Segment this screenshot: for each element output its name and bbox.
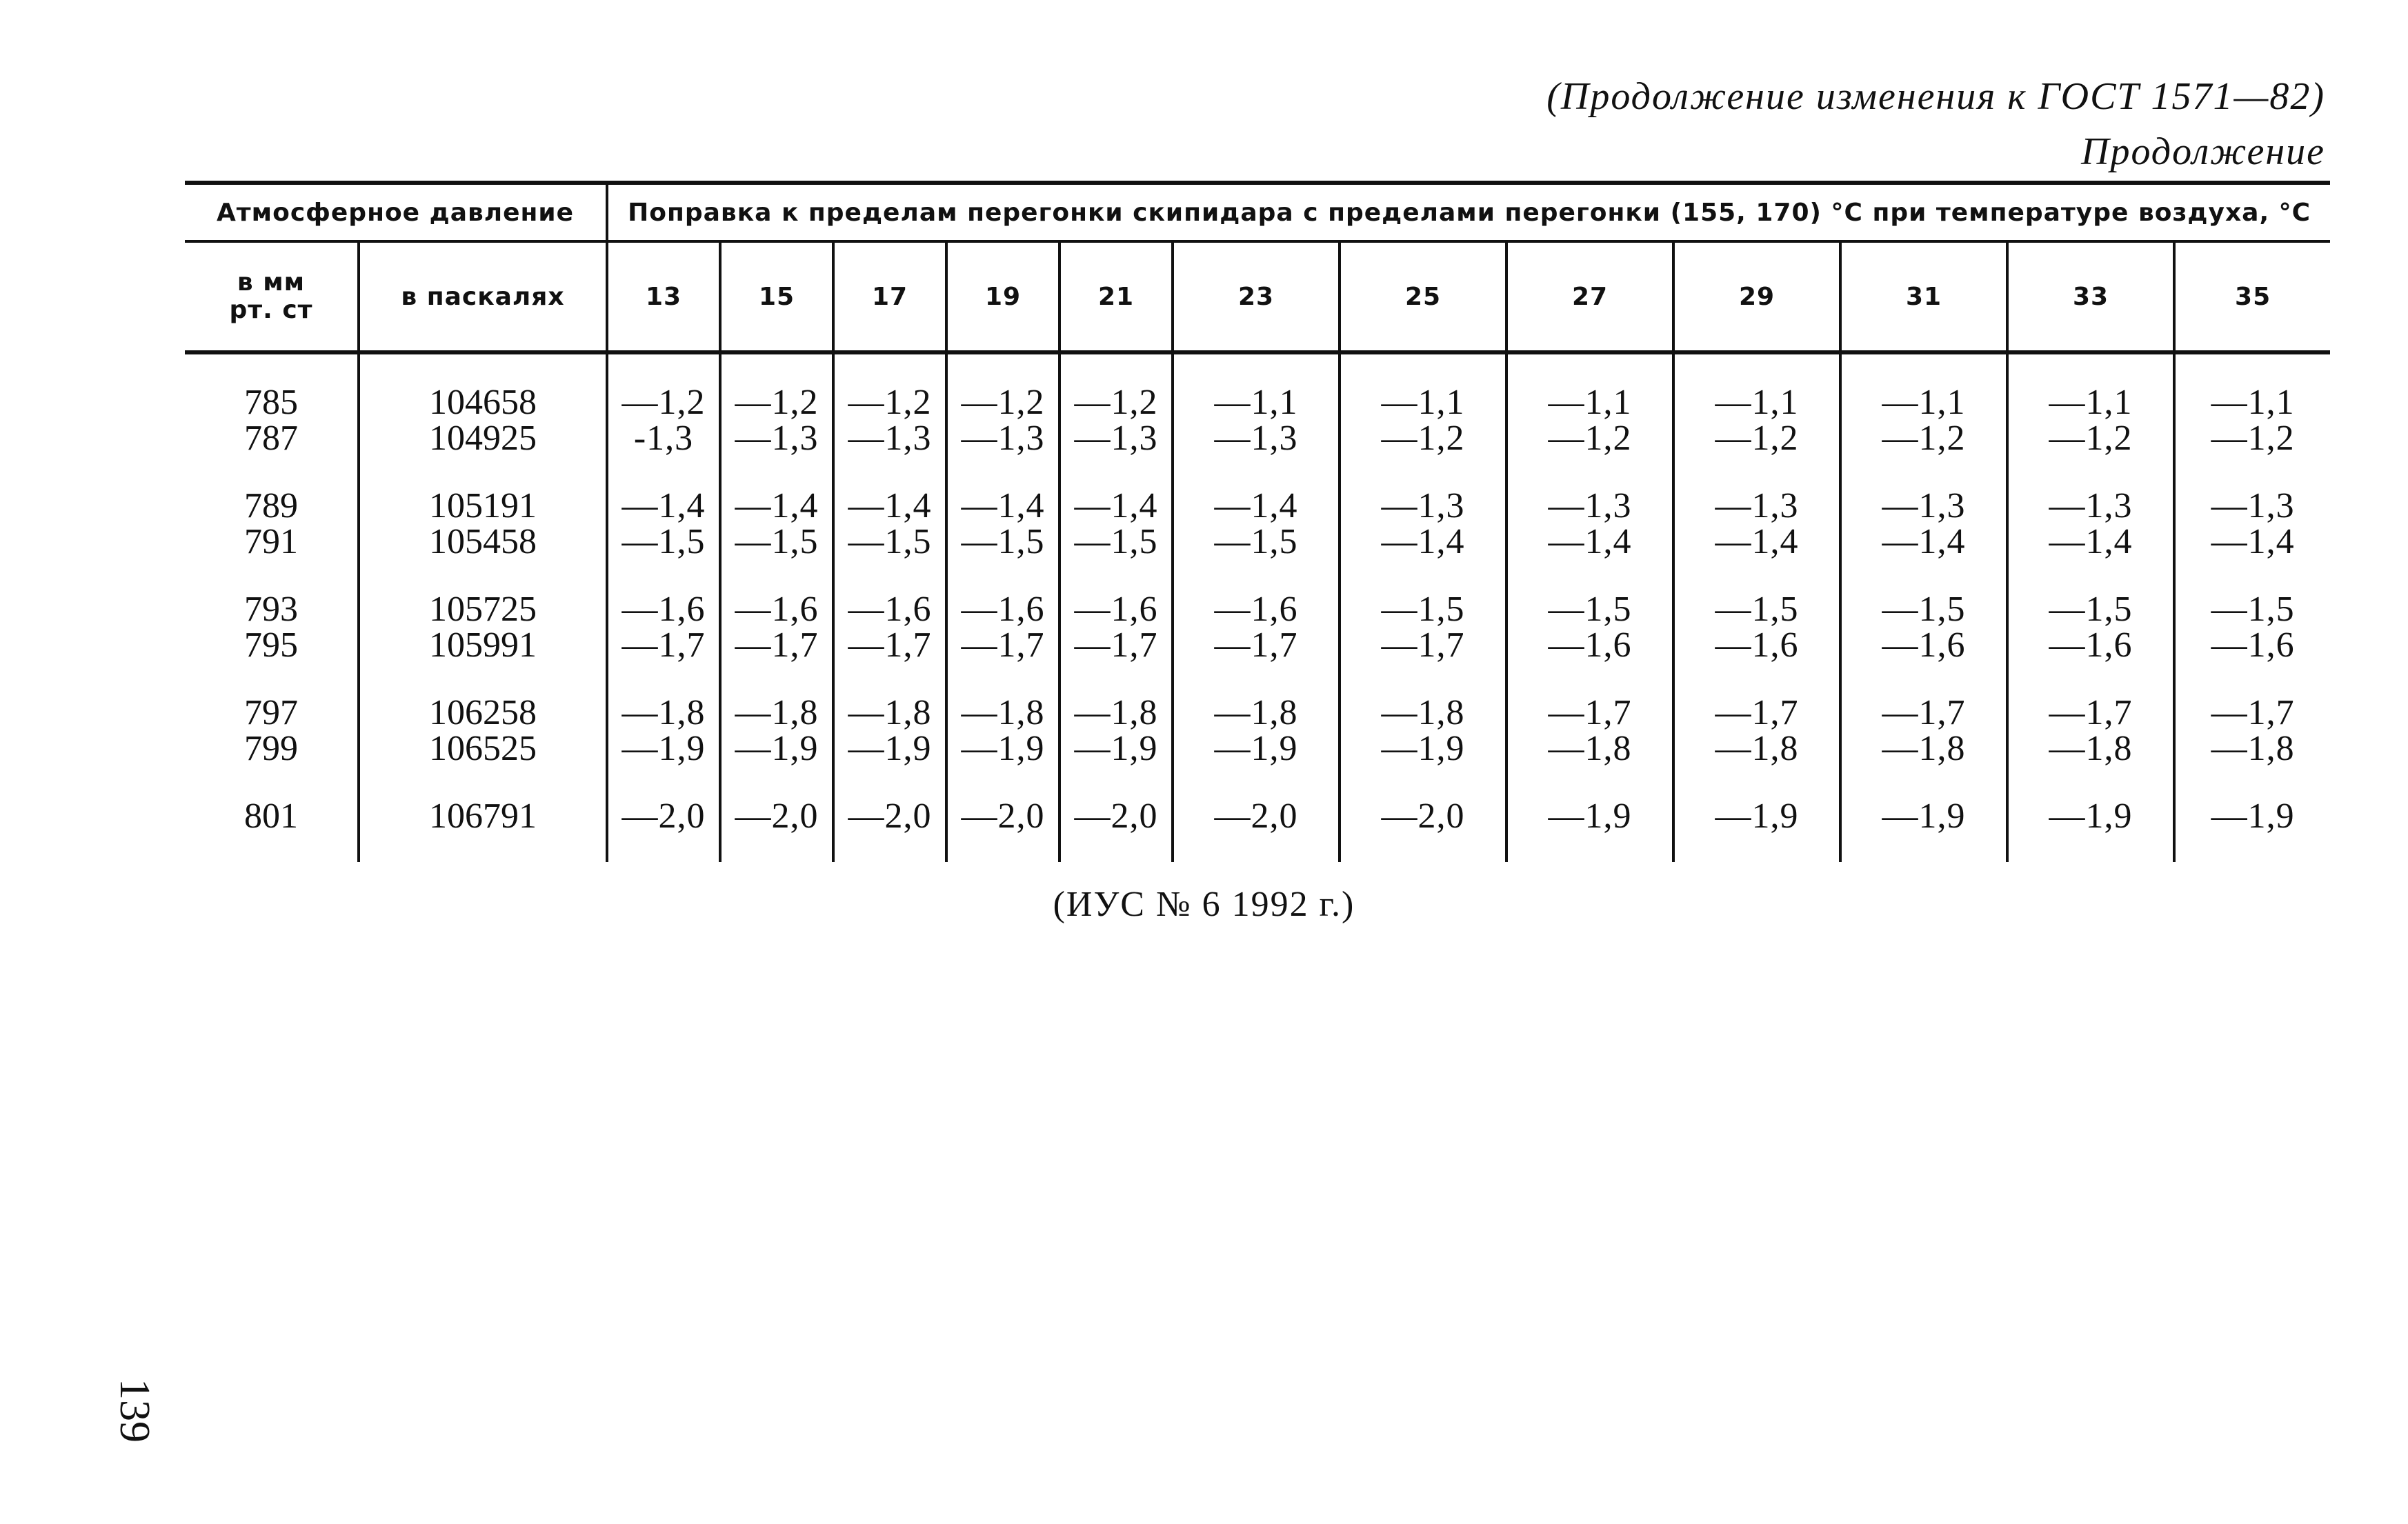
pressure-mm-cell: 795 <box>244 625 298 665</box>
pressure-pa-cell: 104658 <box>359 385 607 421</box>
correction-value-cell: —1,9 <box>720 731 833 767</box>
correction-value-cell: —1,3 <box>1340 488 1506 524</box>
spacer-cell <box>2174 834 2330 862</box>
correction-value-cell: —1,7 <box>1840 695 2007 731</box>
spacer-cell <box>833 352 946 385</box>
correction-value-cell: —1,9 <box>2174 799 2330 834</box>
correction-value-cell: —1,4 <box>720 488 833 524</box>
pressure-mm-cell: 797 <box>244 693 298 732</box>
table-row <box>185 799 2330 834</box>
spacer-cell <box>1340 560 1506 592</box>
spacer-cell <box>359 560 607 592</box>
correction-value-cell: —1,5 <box>720 524 833 560</box>
spacer-cell <box>607 352 720 385</box>
header-mm-hg <box>185 241 359 352</box>
correction-value-cell: —1,4 <box>2007 524 2174 560</box>
table-row <box>185 385 2330 421</box>
correction-value-cell: —1,7 <box>1673 695 1840 731</box>
correction-value-cell: —1,9 <box>1340 731 1506 767</box>
spacer-cell <box>359 663 607 695</box>
header-pascals: в паскалях <box>359 241 607 352</box>
table-continuation-label: Продолжение <box>2081 130 2325 173</box>
spacer-cell <box>185 663 359 695</box>
spacer-cell <box>607 767 720 799</box>
table-body <box>185 352 2330 862</box>
correction-value-cell: —1,9 <box>607 731 720 767</box>
header-temperature: 23 <box>1173 241 1340 352</box>
correction-value-cell: —1,7 <box>607 628 720 663</box>
spacer-cell <box>359 352 607 385</box>
correction-value-cell: —2,0 <box>946 799 1059 834</box>
table-row <box>185 524 2330 560</box>
correction-value-cell: —1,1 <box>2007 385 2174 421</box>
correction-value-cell: —1,4 <box>1840 524 2007 560</box>
correction-value-cell: —1,8 <box>946 695 1059 731</box>
correction-value-cell: —1,3 <box>1059 421 1173 457</box>
header-temperature: 27 <box>1506 241 1673 352</box>
spacer-cell <box>1673 457 1840 488</box>
correction-value-cell: —1,7 <box>2174 695 2330 731</box>
correction-value-cell: —1,5 <box>1840 592 2007 628</box>
footnote-ius: (ИУС № 6 1992 г.) <box>1053 885 1355 924</box>
spacer-cell <box>720 834 833 862</box>
pressure-pa-cell: 105725 <box>359 592 607 628</box>
spacer-cell <box>2007 352 2174 385</box>
spacer-cell <box>946 834 1059 862</box>
correction-value-cell: —1,7 <box>833 628 946 663</box>
correction-value-cell: —1,5 <box>1059 524 1173 560</box>
correction-value-cell: —1,3 <box>2174 488 2330 524</box>
spacer-cell <box>1340 767 1506 799</box>
spacer-cell <box>1673 560 1840 592</box>
correction-value-cell: —1,9 <box>1840 799 2007 834</box>
correction-value-cell: —1,8 <box>607 695 720 731</box>
spacer-cell <box>185 767 359 799</box>
correction-value-cell: —1,6 <box>2174 628 2330 663</box>
spacer-cell <box>1673 834 1840 862</box>
spacer-cell <box>2007 834 2174 862</box>
correction-value-cell: —1,2 <box>1840 421 2007 457</box>
spacer-cell <box>1173 663 1340 695</box>
correction-value-cell: —1,3 <box>946 421 1059 457</box>
correction-value-cell: —1,8 <box>2007 731 2174 767</box>
spacer-cell <box>1173 767 1340 799</box>
correction-value-cell: —1,9 <box>833 731 946 767</box>
header-temperature: 19 <box>946 241 1059 352</box>
correction-value-cell: —1,7 <box>1173 628 1340 663</box>
correction-value-cell: —1,2 <box>1340 421 1506 457</box>
spacer-cell <box>1340 834 1506 862</box>
correction-value-cell: —1,8 <box>1840 731 2007 767</box>
correction-value-cell: —1,1 <box>1506 385 1673 421</box>
table-row <box>185 488 2330 524</box>
correction-value-cell: —2,0 <box>1059 799 1173 834</box>
header-temperature: 33 <box>2007 241 2174 352</box>
spacer-cell <box>607 663 720 695</box>
spacer-cell <box>720 767 833 799</box>
correction-value-cell: —1,2 <box>833 385 946 421</box>
header-temperature: 25 <box>1340 241 1506 352</box>
spacer-cell <box>1840 560 2007 592</box>
spacer-cell <box>946 560 1059 592</box>
correction-value-cell: —1,6 <box>1840 628 2007 663</box>
pressure-mm-cell: 799 <box>244 729 298 768</box>
spacer-cell <box>946 457 1059 488</box>
table-row <box>185 421 2330 457</box>
spacer-cell <box>1173 560 1340 592</box>
table-spacer-row <box>185 834 2330 862</box>
correction-value-cell: —1,6 <box>833 592 946 628</box>
spacer-cell <box>1340 663 1506 695</box>
pressure-mm-cell: 791 <box>244 522 298 561</box>
correction-value-cell: —1,3 <box>720 421 833 457</box>
spacer-cell <box>720 560 833 592</box>
spacer-cell <box>1506 560 1673 592</box>
correction-value-cell: —1,3 <box>2007 488 2174 524</box>
spacer-cell <box>1673 767 1840 799</box>
correction-value-cell: —2,0 <box>607 799 720 834</box>
correction-value-cell: —1,2 <box>2174 421 2330 457</box>
pressure-mm-cell: 793 <box>244 590 298 629</box>
spacer-cell <box>2174 767 2330 799</box>
correction-value-cell: —1,5 <box>607 524 720 560</box>
correction-value-cell: —1,4 <box>1059 488 1173 524</box>
pressure-pa-cell: 105458 <box>359 524 607 560</box>
header-temperature: 31 <box>1840 241 2007 352</box>
correction-value-cell: —1,5 <box>1340 592 1506 628</box>
correction-value-cell: —2,0 <box>833 799 946 834</box>
correction-value-cell: —1,3 <box>833 421 946 457</box>
spacer-cell <box>359 457 607 488</box>
correction-value-cell: —1,7 <box>2007 695 2174 731</box>
spacer-cell <box>1506 663 1673 695</box>
correction-value-cell: —1,8 <box>720 695 833 731</box>
pressure-pa-cell: 106791 <box>359 799 607 834</box>
correction-value-cell: —1,4 <box>946 488 1059 524</box>
table-header-row-groups <box>185 183 2330 241</box>
spacer-cell <box>1506 767 1673 799</box>
spacer-cell <box>1840 767 2007 799</box>
pressure-pa-cell: 105991 <box>359 628 607 663</box>
correction-value-cell: —1,6 <box>1506 628 1673 663</box>
correction-value-cell: —1,5 <box>1506 592 1673 628</box>
correction-value-cell: —1,5 <box>1173 524 1340 560</box>
spacer-cell <box>1840 663 2007 695</box>
spacer-cell <box>1673 352 1840 385</box>
correction-value-cell: —1,8 <box>2174 731 2330 767</box>
header-temperature: 17 <box>833 241 946 352</box>
amendment-continuation-heading: (Продолжение изменения к ГОСТ 1571—82) <box>1546 75 2325 118</box>
spacer-cell <box>1059 663 1173 695</box>
spacer-cell <box>607 834 720 862</box>
spacer-cell <box>2007 663 2174 695</box>
spacer-cell <box>2007 767 2174 799</box>
spacer-cell <box>946 663 1059 695</box>
header-temperature: 15 <box>720 241 833 352</box>
correction-value-cell: —1,1 <box>1673 385 1840 421</box>
correction-value-cell: —1,7 <box>1059 628 1173 663</box>
header-temperature: 13 <box>607 241 720 352</box>
table-header-row-columns <box>185 241 2330 352</box>
pressure-mm-cell: 787 <box>244 419 298 458</box>
correction-value-cell: -1,3 <box>607 421 720 457</box>
spacer-cell <box>833 767 946 799</box>
correction-value-cell: —1,9 <box>1673 799 1840 834</box>
correction-value-cell: —1,5 <box>2174 592 2330 628</box>
spacer-cell <box>720 352 833 385</box>
pressure-pa-cell: 106525 <box>359 731 607 767</box>
correction-value-cell: —1,5 <box>2007 592 2174 628</box>
correction-value-cell: —1,3 <box>1173 421 1340 457</box>
correction-value-cell: —1,9 <box>1059 731 1173 767</box>
correction-value-cell: —1,7 <box>946 628 1059 663</box>
table-spacer-row <box>185 663 2330 695</box>
correction-value-cell: —1,9 <box>1506 799 1673 834</box>
correction-value-cell: —1,1 <box>2174 385 2330 421</box>
correction-value-cell: —1,1 <box>1340 385 1506 421</box>
pressure-pa-cell: 104925 <box>359 421 607 457</box>
spacer-cell <box>607 457 720 488</box>
table-row <box>185 628 2330 663</box>
pressure-pa-cell: 105191 <box>359 488 607 524</box>
spacer-cell <box>1340 352 1506 385</box>
spacer-cell <box>833 834 946 862</box>
correction-value-cell: —1,6 <box>1173 592 1340 628</box>
spacer-cell <box>1673 663 1840 695</box>
pressure-mm-cell: 789 <box>244 486 298 525</box>
correction-value-cell: —1,7 <box>720 628 833 663</box>
header-mm-hg-line1: в мм <box>237 268 306 297</box>
spacer-cell <box>2174 663 2330 695</box>
pressure-mm-cell: 785 <box>244 383 298 422</box>
spacer-cell <box>833 560 946 592</box>
correction-value-cell: —1,6 <box>1059 592 1173 628</box>
spacer-cell <box>720 457 833 488</box>
correction-value-cell: —1,9 <box>2007 799 2174 834</box>
spacer-cell <box>607 560 720 592</box>
spacer-cell <box>1506 352 1673 385</box>
correction-value-cell: —1,5 <box>946 524 1059 560</box>
spacer-cell <box>2174 457 2330 488</box>
correction-value-cell: —1,4 <box>1673 524 1840 560</box>
spacer-cell <box>1840 834 2007 862</box>
spacer-cell <box>185 457 359 488</box>
pressure-pa-cell: 106258 <box>359 695 607 731</box>
correction-value-cell: —1,9 <box>1173 731 1340 767</box>
header-temperature: 21 <box>1059 241 1173 352</box>
spacer-cell <box>359 767 607 799</box>
spacer-cell <box>2174 560 2330 592</box>
spacer-cell <box>2007 457 2174 488</box>
correction-value-cell: —1,4 <box>1173 488 1340 524</box>
spacer-cell <box>1840 457 2007 488</box>
correction-value-cell: —1,7 <box>1506 695 1673 731</box>
correction-value-cell: —1,2 <box>607 385 720 421</box>
table-spacer-row <box>185 560 2330 592</box>
spacer-cell <box>833 663 946 695</box>
spacer-cell <box>1059 352 1173 385</box>
correction-value-cell: —1,9 <box>946 731 1059 767</box>
table-spacer-row <box>185 352 2330 385</box>
correction-value-cell: —1,3 <box>1506 488 1673 524</box>
spacer-cell <box>946 352 1059 385</box>
correction-value-cell: —1,8 <box>1059 695 1173 731</box>
header-temperature: 29 <box>1673 241 1840 352</box>
spacer-cell <box>720 663 833 695</box>
header-temperature: 35 <box>2174 241 2330 352</box>
correction-value-cell: —1,8 <box>1173 695 1340 731</box>
correction-value-cell: —1,5 <box>1673 592 1840 628</box>
correction-value-cell: —2,0 <box>1173 799 1340 834</box>
correction-table <box>185 181 2330 862</box>
header-atmospheric-pressure: Атмосферное давление <box>185 183 607 241</box>
spacer-cell <box>1059 560 1173 592</box>
correction-value-cell: —1,5 <box>833 524 946 560</box>
header-distillation-correction: Поправка к пределам перегонки скипидара с пределами перегонки (155, 170) °С при температуре воздуха, °С <box>607 183 2330 241</box>
table-row <box>185 695 2330 731</box>
table-row <box>185 592 2330 628</box>
correction-value-cell: —1,1 <box>1840 385 2007 421</box>
pressure-mm-cell: 801 <box>244 796 298 836</box>
correction-value-cell: —1,2 <box>1506 421 1673 457</box>
header-mm-hg-line2: рт. ст <box>229 296 313 324</box>
spacer-cell <box>1173 834 1340 862</box>
spacer-cell <box>1840 352 2007 385</box>
spacer-cell <box>2007 560 2174 592</box>
correction-value-cell: —1,3 <box>1673 488 1840 524</box>
spacer-cell <box>1173 457 1340 488</box>
correction-value-cell: —1,6 <box>720 592 833 628</box>
correction-value-cell: —1,2 <box>946 385 1059 421</box>
spacer-cell <box>1506 457 1673 488</box>
correction-value-cell: —2,0 <box>720 799 833 834</box>
correction-value-cell: —1,2 <box>720 385 833 421</box>
correction-value-cell: —1,1 <box>1173 385 1340 421</box>
spacer-cell <box>1506 834 1673 862</box>
correction-value-cell: —1,6 <box>946 592 1059 628</box>
spacer-cell <box>1059 767 1173 799</box>
correction-value-cell: —1,8 <box>833 695 946 731</box>
spacer-cell <box>2174 352 2330 385</box>
correction-value-cell: —1,2 <box>2007 421 2174 457</box>
correction-value-cell: —1,8 <box>1340 695 1506 731</box>
correction-value-cell: —1,6 <box>1673 628 1840 663</box>
correction-value-cell: —1,4 <box>833 488 946 524</box>
correction-value-cell: —1,2 <box>1673 421 1840 457</box>
spacer-cell <box>946 767 1059 799</box>
table-row <box>185 731 2330 767</box>
spacer-cell <box>1340 457 1506 488</box>
correction-value-cell: —1,4 <box>1340 524 1506 560</box>
spacer-cell <box>1059 457 1173 488</box>
correction-value-cell: —1,3 <box>1840 488 2007 524</box>
spacer-cell <box>359 834 607 862</box>
correction-value-cell: —1,8 <box>1506 731 1673 767</box>
spacer-cell <box>185 560 359 592</box>
table-spacer-row <box>185 457 2330 488</box>
correction-value-cell: —2,0 <box>1340 799 1506 834</box>
correction-value-cell: —1,6 <box>2007 628 2174 663</box>
spacer-cell <box>185 352 359 385</box>
spacer-cell <box>185 834 359 862</box>
spacer-cell <box>833 457 946 488</box>
spacer-cell <box>1173 352 1340 385</box>
correction-value-cell: —1,2 <box>1059 385 1173 421</box>
table-spacer-row <box>185 767 2330 799</box>
correction-value-cell: —1,8 <box>1673 731 1840 767</box>
correction-value-cell: —1,4 <box>2174 524 2330 560</box>
correction-value-cell: —1,4 <box>1506 524 1673 560</box>
correction-value-cell: —1,4 <box>607 488 720 524</box>
correction-value-cell: —1,7 <box>1340 628 1506 663</box>
spacer-cell <box>1059 834 1173 862</box>
page-number: 139 <box>111 1378 158 1443</box>
correction-value-cell: —1,6 <box>607 592 720 628</box>
